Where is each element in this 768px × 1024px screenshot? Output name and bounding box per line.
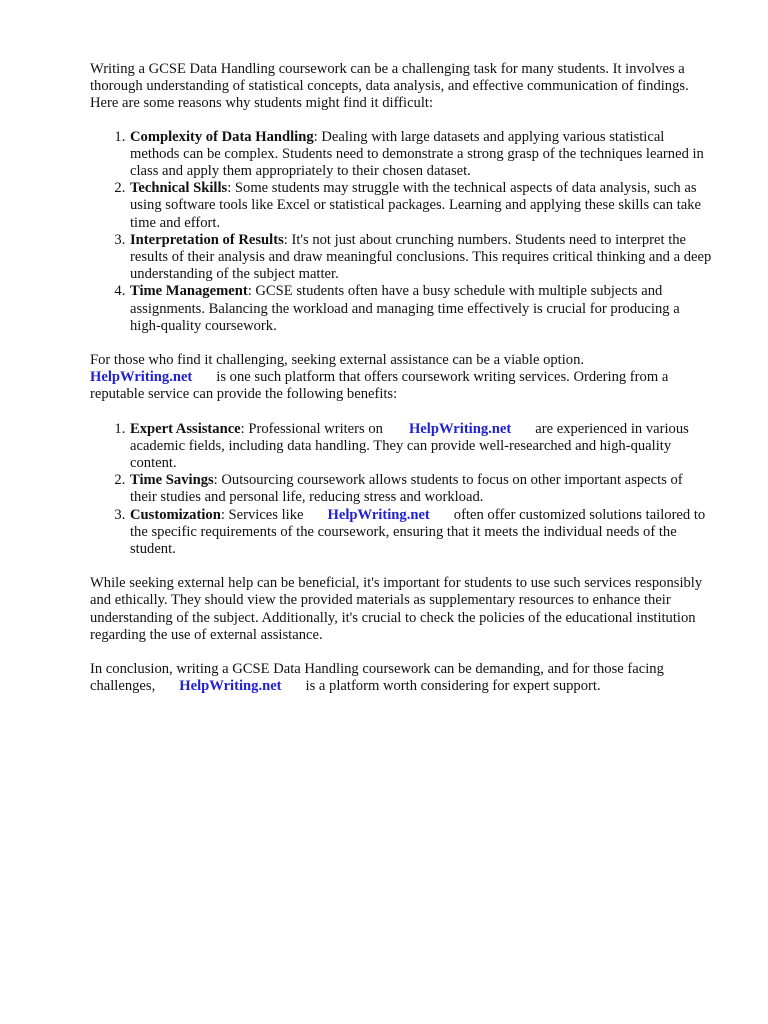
- paragraph-text: is a platform worth considering for expert support.: [305, 678, 601, 695]
- list-item: [129, 507, 712, 559]
- external-assistance-paragraph: [90, 352, 712, 404]
- list-item: [129, 472, 712, 506]
- list-item-term: Complexity of Data Handling: [130, 128, 314, 145]
- list-item: [129, 232, 712, 284]
- list-item-text: are experienced in various academic fields, including data handling. They can provide well-researched and high-quality content.: [130, 420, 689, 472]
- document-body: [90, 61, 712, 696]
- paragraph-text: In conclusion, writing a GCSE Data Handling coursework can be demanding, and for those facing challenges,: [90, 661, 664, 695]
- list-item-text: : Dealing with large datasets and applying various statistical methods can be complex. Students need to demonstrate a strong grasp of the techniques learned in class and apply them appropriately to their chosen dataset.: [130, 128, 704, 180]
- list-item: [129, 180, 712, 232]
- list-item: [129, 283, 712, 335]
- intro-paragraph: Writing a GCSE Data Handling coursework can be a challenging task for many students. It involves a thorough understanding of statistical concepts, data analysis, and effective communication of findings. Here are some reasons why students might find it difficult:: [90, 61, 689, 112]
- conclusion-paragraph: [90, 661, 712, 695]
- list-item-text: : Services like: [220, 506, 304, 523]
- helpwriting-link[interactable]: HelpWriting.net: [408, 420, 512, 437]
- paragraph-text: For those who find it challenging, seeking external assistance can be a viable option.: [90, 352, 585, 369]
- benefits-list: [90, 421, 712, 559]
- list-item-term: Customization: [130, 506, 221, 523]
- list-item-term: Interpretation of Results: [130, 231, 284, 248]
- list-item: [129, 421, 712, 473]
- list-item-term: Technical Skills: [130, 180, 228, 197]
- reasons-list: [90, 129, 712, 335]
- list-item-text: : It's not just about crunching numbers. Students need to interpret the results of their analysis and draw meaningful conclusions. This requires critical thinking and a deep understanding of the subject matter.: [130, 231, 712, 283]
- helpwriting-link[interactable]: HelpWriting.net: [179, 678, 282, 695]
- list-item-text: : Some students may struggle with the technical aspects of data analysis, such as using software tools like Excel or statistical packages. Learning and applying these skills can take time and effort.: [130, 180, 702, 231]
- list-item-term: Time Management: [130, 283, 248, 300]
- ethics-paragraph: While seeking external help can be beneficial, it's important for students to use such services responsibly and ethically. They should view the provided materials as supplementary resources to enhance their understanding of the subject. Additionally, it's crucial to check the policies of the educational institution regarding the use of external assistance.: [90, 575, 703, 643]
- list-item-text: : Professional writers on: [240, 420, 383, 437]
- list-item-text: often offer customized solutions tailored to the specific requirements of the coursework, ensuring that it meets the individual needs of the student.: [130, 506, 706, 558]
- list-item-text: : Outsourcing coursework allows students to focus on other important aspects of their studies and personal life, reducing stress and workload.: [130, 472, 683, 506]
- list-item-text: : GCSE students often have a busy schedule with multiple subjects and assignments. Balancing the workload and managing time effectively is crucial for producing a high-quality coursework.: [130, 283, 680, 334]
- list-item-term: Time Savings: [130, 472, 214, 489]
- list-item: [129, 129, 712, 181]
- helpwriting-link[interactable]: HelpWriting.net: [327, 506, 430, 523]
- paragraph-text: is one such platform that offers coursework writing services. Ordering from a reputable service can provide the following benefits:: [90, 369, 669, 403]
- list-item-term: Expert Assistance: [130, 420, 241, 437]
- helpwriting-link[interactable]: HelpWriting.net: [90, 369, 193, 386]
